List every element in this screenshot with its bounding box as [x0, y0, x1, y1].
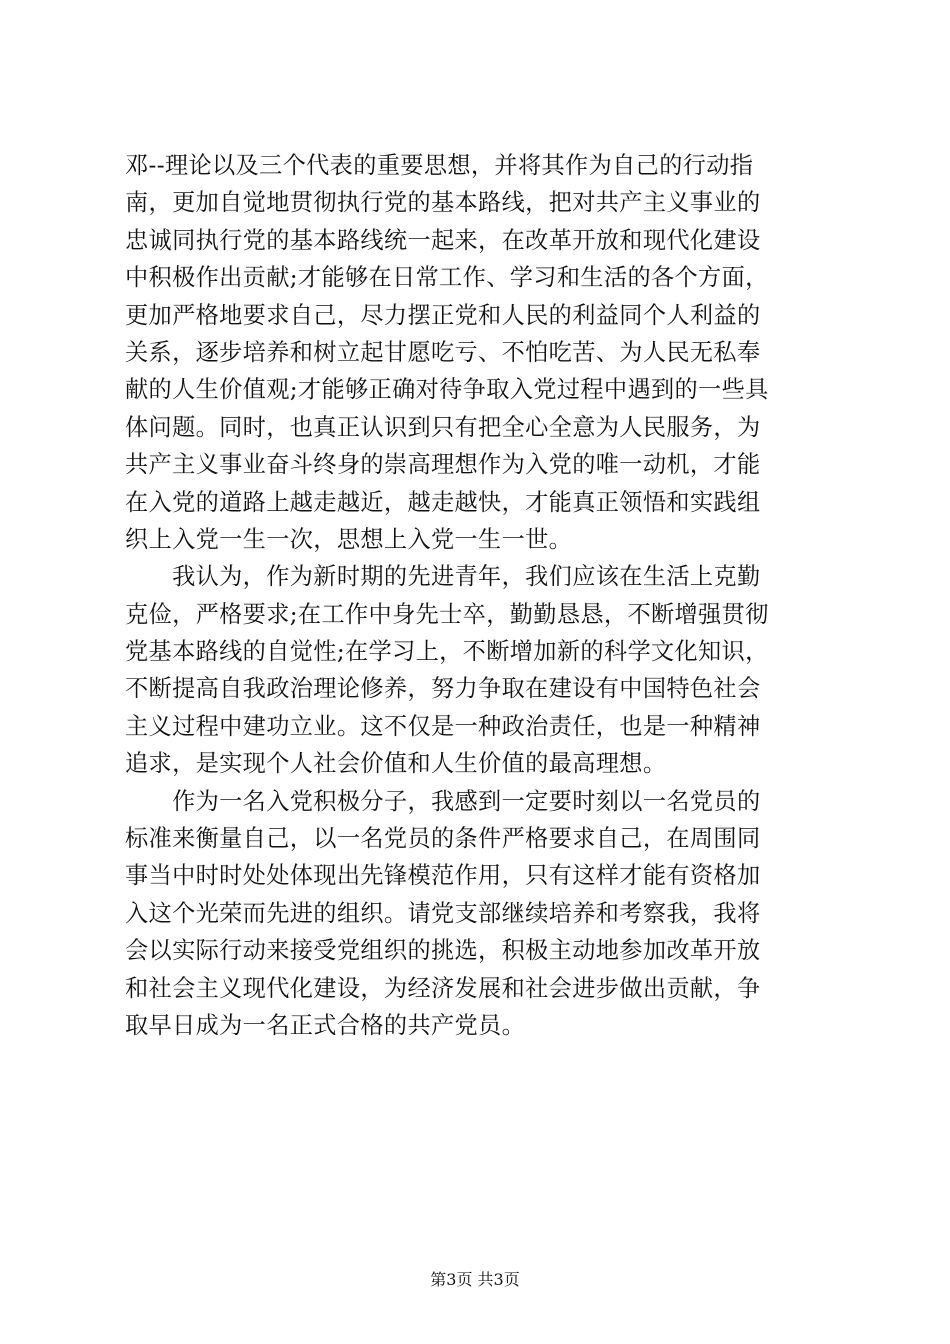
text-line: 献的人生价值观;才能够正确对待争取入党过程中遇到的一些具 [125, 376, 769, 404]
text-line: 取早日成为一名正式合格的共产党员。 [125, 1011, 526, 1039]
text-line: 在入党的道路上越走越近，越走越快，才能真正领悟和实践组 [125, 488, 761, 516]
text-line: 主义过程中建功立业。这不仅是一种政治责任，也是一种精神 [125, 712, 761, 740]
text-line: 关系，逐步培养和树立起甘愿吃亏、不怕吃苦、为人民无私奉 [125, 338, 761, 366]
text-line: 事当中时时处处体现出先锋模范作用，只有这样才能有资格加 [125, 862, 761, 890]
text-line: 会以实际行动来接受党组织的挑选，积极主动地参加改革开放 [125, 937, 761, 965]
text-line: 不断提高自我政治理论修养，努力争取在建设有中国特色社会 [125, 675, 761, 703]
text-line: 中积极作出贡献;才能够在日常工作、学习和生活的各个方面， [125, 264, 769, 292]
text-line: 忠诚同执行党的基本路线统一起来，在改革开放和现代化建设 [125, 226, 761, 254]
text-line: 更加严格地要求自己，尽力摆正党和人民的利益同个人利益的 [125, 301, 761, 329]
page-footer: 第3页 共3页 [430, 1270, 520, 1289]
text-line: 克俭，严格要求;在工作中身先士卒，勤勤恳恳，不断增强贯彻 [125, 600, 769, 628]
text-line: 体问题。同时，也真正认识到只有把全心全意为人民服务，为 [125, 413, 761, 441]
text-line: 追求，是实现个人社会价值和人生价值的最高理想。 [125, 750, 667, 778]
text-line: 织上入党一生一次，思想上入党一生一世。 [125, 525, 573, 553]
body-text [125, 147, 845, 1044]
text-line: 和社会主义现代化建设，为经济发展和社会进步做出贡献，争 [125, 974, 761, 1002]
text-line: 我认为，作为新时期的先进青年，我们应该在生活上克勤 [125, 563, 761, 591]
text-line: 南，更加自觉地贯彻执行党的基本路线，把对共产主义事业的 [125, 189, 761, 217]
text-line: 共产主义事业奋斗终身的崇高理想作为入党的唯一动机，才能 [125, 451, 761, 479]
text-line: 邓--理论以及三个代表的重要思想，并将其作为自己的行动指 [125, 152, 754, 179]
text-line: 党基本路线的自觉性;在学习上，不断增加新的科学文化知识， [125, 638, 769, 666]
text-line: 标准来衡量自己，以一名党员的条件严格要求自己，在周围同 [125, 825, 761, 853]
text-line: 入这个光荣而先进的组织。请党支部继续培养和考察我，我将 [125, 899, 761, 927]
text-line: 作为一名入党积极分子，我感到一定要时刻以一名党员的 [125, 787, 761, 815]
